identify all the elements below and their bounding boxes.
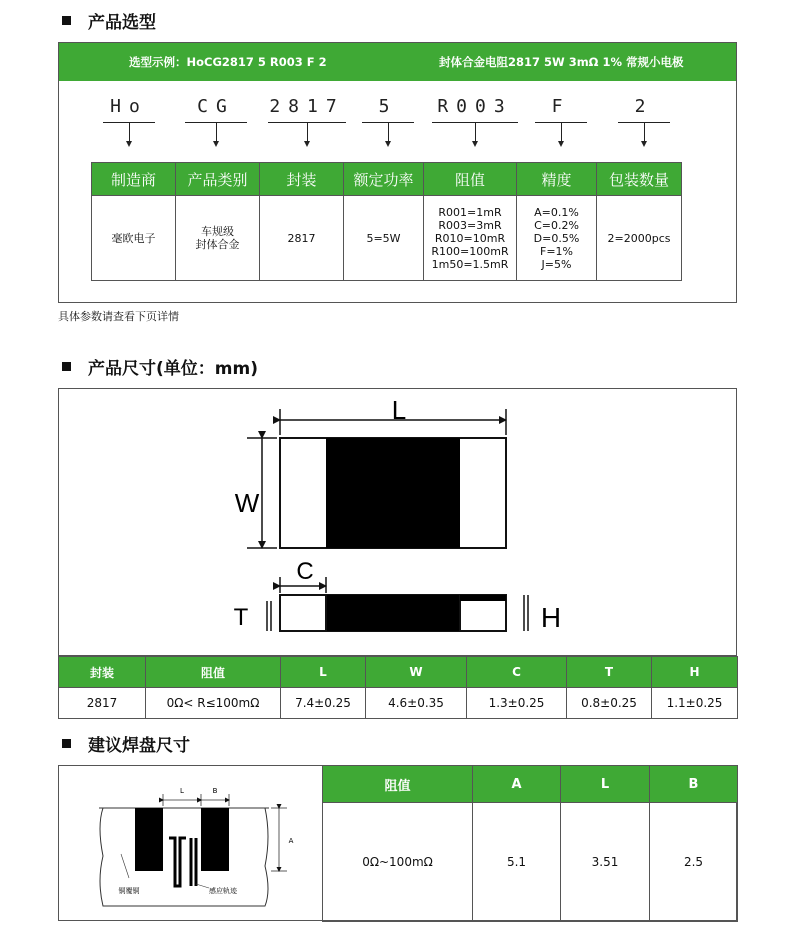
down-arrow-icon bbox=[307, 123, 308, 143]
label-H: H bbox=[540, 602, 562, 633]
code-part: 2 bbox=[634, 96, 654, 117]
cell: 2817 bbox=[59, 688, 146, 719]
solder-pad-diagram bbox=[59, 766, 323, 922]
header-cell: W bbox=[366, 657, 467, 688]
code-part: 2817 bbox=[269, 96, 345, 117]
table-header-row bbox=[92, 163, 682, 196]
section-heading-selection bbox=[62, 8, 156, 33]
cell: 0Ω~100mΩ bbox=[323, 803, 473, 922]
category-cell bbox=[176, 196, 260, 281]
details-note: 具体参数请查看下页详情 bbox=[58, 310, 179, 323]
package-cell: 2817 bbox=[260, 196, 344, 281]
cell: 7.4±0.25 bbox=[281, 688, 366, 719]
square-bullet-icon bbox=[62, 362, 71, 371]
code-part: R003 bbox=[437, 96, 513, 117]
header-cell: 产品类别 bbox=[176, 163, 260, 196]
tolerance-cell bbox=[517, 196, 597, 281]
tolerance-line: A=0.1% bbox=[534, 205, 579, 219]
square-bullet-icon bbox=[62, 16, 71, 25]
header-cell: L bbox=[281, 657, 366, 688]
maker-cell: 毫欧电子 bbox=[92, 196, 176, 281]
tolerance-line: D=0.5% bbox=[533, 231, 580, 245]
code-part: 5 bbox=[378, 96, 398, 117]
header-cell: 阻值 bbox=[323, 766, 473, 803]
resistance-line: R010=10mR bbox=[434, 231, 506, 245]
tolerance-line: C=0.2% bbox=[534, 218, 579, 232]
category-line: 车规级 bbox=[201, 225, 234, 238]
header-cell: 阻值 bbox=[146, 657, 281, 688]
trace-note: 感应轨迹 bbox=[209, 887, 237, 895]
code-part: CG bbox=[197, 96, 235, 117]
down-arrow-icon bbox=[644, 123, 645, 143]
section-heading-dimensions bbox=[62, 354, 258, 379]
code-part: F bbox=[551, 96, 571, 117]
pad-label-A: A bbox=[288, 837, 294, 845]
header-cell: C bbox=[467, 657, 567, 688]
down-arrow-icon bbox=[216, 123, 217, 143]
cell: 1.1±0.25 bbox=[652, 688, 738, 719]
packing-cell: 2=2000pcs bbox=[597, 196, 682, 281]
cell: 0.8±0.25 bbox=[567, 688, 652, 719]
heading-text: 产品选型 bbox=[88, 13, 156, 33]
header-cell: 阻值 bbox=[424, 163, 517, 196]
resistor-dimension-diagram bbox=[59, 389, 738, 657]
header-cell: A bbox=[473, 766, 561, 803]
table-header-row bbox=[59, 657, 738, 688]
header-cell: 额定功率 bbox=[344, 163, 424, 196]
cell: 1.3±0.25 bbox=[467, 688, 567, 719]
copper-note: 铜覆铜 bbox=[118, 887, 140, 895]
table-row bbox=[323, 803, 738, 922]
category-line: 封体合金 bbox=[195, 238, 240, 251]
header-cell: 封装 bbox=[59, 657, 146, 688]
cell: 4.6±0.35 bbox=[366, 688, 467, 719]
header-cell: T bbox=[567, 657, 652, 688]
section-heading-pad bbox=[62, 731, 190, 756]
heading-text: 产品尺寸(单位：mm) bbox=[88, 359, 258, 379]
table-header-row bbox=[323, 766, 738, 803]
example-desc: 封体合金电阻2817 5W 3mΩ 1% 常规小电极 bbox=[439, 55, 684, 69]
power-cell: 5=5W bbox=[344, 196, 424, 281]
side-view bbox=[234, 558, 561, 633]
pad-label-B: B bbox=[212, 787, 218, 795]
pad-table bbox=[322, 765, 738, 922]
square-bullet-icon bbox=[62, 739, 71, 748]
example-bar bbox=[59, 43, 736, 81]
cell: 2.5 bbox=[650, 803, 738, 922]
down-arrow-icon bbox=[475, 123, 476, 143]
down-arrow-icon bbox=[388, 123, 389, 143]
resistance-line: R100=100mR bbox=[431, 244, 509, 258]
header-cell: 精度 bbox=[517, 163, 597, 196]
header-cell: B bbox=[650, 766, 738, 803]
header-cell: 制造商 bbox=[92, 163, 176, 196]
label-W: W bbox=[234, 488, 260, 518]
down-arrow-icon bbox=[561, 123, 562, 143]
resistance-line: 1m50=1.5mR bbox=[431, 257, 509, 271]
table-row bbox=[59, 688, 738, 719]
down-arrow-icon bbox=[129, 123, 130, 143]
cell: 3.51 bbox=[561, 803, 650, 922]
selection-table bbox=[91, 162, 682, 281]
dimension-diagram-panel bbox=[58, 388, 737, 656]
dimension-table bbox=[58, 656, 738, 719]
header-cell: 包装数量 bbox=[597, 163, 682, 196]
cell: 5.1 bbox=[473, 803, 561, 922]
tolerance-line: J=5% bbox=[541, 257, 572, 271]
top-view bbox=[235, 395, 506, 548]
label-L: L bbox=[391, 395, 407, 425]
example-label: 选型示例：HoCG2817 5 R003 F 2 bbox=[129, 55, 327, 69]
code-part: Ho bbox=[110, 96, 148, 117]
header-cell: 封装 bbox=[260, 163, 344, 196]
table-row bbox=[92, 196, 682, 281]
cell: 0Ω< R≤100mΩ bbox=[146, 688, 281, 719]
tolerance-line: F=1% bbox=[540, 244, 573, 258]
heading-text: 建议焊盘尺寸 bbox=[88, 736, 190, 756]
label-C: C bbox=[296, 558, 314, 585]
resistance-cell bbox=[424, 196, 517, 281]
label-T: T bbox=[233, 604, 249, 631]
header-cell: H bbox=[652, 657, 738, 688]
resistance-line: R003=3mR bbox=[438, 218, 502, 232]
header-cell: L bbox=[561, 766, 650, 803]
resistance-line: R001=1mR bbox=[438, 205, 502, 219]
pad-label-L: L bbox=[180, 787, 184, 795]
